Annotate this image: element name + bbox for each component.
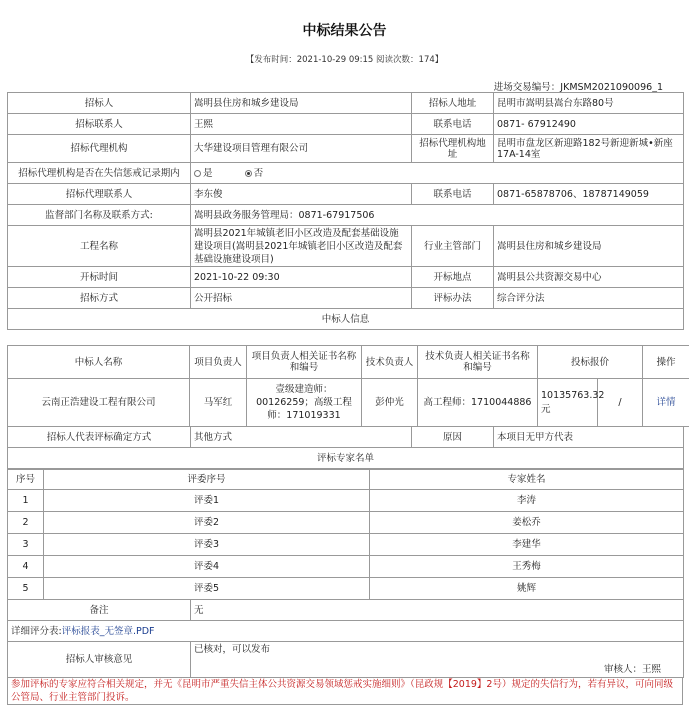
radio-no-label: 否: [253, 167, 264, 179]
table-row: [8, 448, 684, 469]
reviewer-label: 审核人：: [603, 664, 642, 675]
agency-addr-label: 招标代理机构地址: [412, 135, 494, 163]
open-time-label: 开标时间: [8, 267, 191, 288]
publish-time: 2021-10-29 09:15: [296, 55, 374, 65]
reviewer: [604, 664, 661, 675]
table-row: [8, 114, 684, 135]
expert-no: 5: [8, 578, 44, 600]
agency-addr-value: 昆明市盘龙区新迎路182号新迎新城•新座17A-14室: [494, 135, 684, 163]
tenderer-value: 嵩明县住房和城乡建设局: [191, 93, 412, 114]
agency-label: 招标代理机构: [8, 135, 191, 163]
radio-yes-label: 是: [203, 167, 213, 179]
col-no: 序号: [8, 470, 44, 490]
expert-name: 李涛: [370, 490, 684, 512]
experts-section-title: 评标专家名单: [8, 448, 684, 469]
open-time-value: 2021-10-22 09:30: [191, 267, 412, 288]
agency-phone-value: 0871-65878706、18787149059: [494, 184, 684, 205]
tenderer-addr-value: 昆明市嵩明县嵩台东路80号: [494, 93, 684, 114]
reason-value: 本项目无甲方代表: [494, 427, 684, 448]
table-row: [8, 534, 684, 556]
radio-no[interactable]: [245, 170, 252, 177]
winner-pm-cert: 壹级建造师：00126259；高级工程师：171019331: [247, 379, 362, 427]
tenderer-contact-label: 招标联系人: [8, 114, 191, 135]
winner-price-slash: /: [618, 397, 622, 408]
table-row: [8, 512, 684, 534]
footer-table: [7, 599, 684, 678]
table-row: [8, 309, 684, 330]
table-row: [8, 135, 684, 163]
eval-method-value: 综合评分法: [494, 288, 684, 309]
expert-no: 1: [8, 490, 44, 512]
expert-name: 姜松乔: [370, 512, 684, 534]
col-tech-cert: 技术负责人相关证书名称和编号: [418, 346, 538, 379]
winner-name: 云南正浩建设工程有限公司: [8, 379, 190, 427]
col-expert-name: 专家姓名: [370, 470, 684, 490]
table-row: [8, 578, 684, 600]
col-pm-cert: 项目负责人相关证书名称和编号: [247, 346, 362, 379]
agency-contact-label: 招标代理联系人: [8, 184, 191, 205]
phone-label: 联系电话: [412, 114, 494, 135]
tenderer-contact-value: 王熙: [191, 114, 412, 135]
col-pm: 项目负责人: [190, 346, 247, 379]
winner-price-cell: [538, 379, 643, 427]
expert-seat: 评委2: [44, 512, 370, 534]
confirm-value: 其他方式: [191, 427, 412, 448]
col-winner-name: 中标人名称: [8, 346, 190, 379]
table-row: [8, 556, 684, 578]
project-code: [494, 79, 663, 93]
detail-file-label: 详细评分表:: [11, 625, 62, 637]
expert-name: 李建华: [370, 534, 684, 556]
reason-label: 原因: [412, 427, 494, 448]
col-seat: 评委序号: [44, 470, 370, 490]
winner-tech: 彭仲光: [362, 379, 418, 427]
review-opinion: 已核对，可以发布: [194, 644, 271, 655]
table-header-row: [8, 346, 689, 379]
winner-pm: 马军红: [190, 379, 247, 427]
col-action: 操作: [643, 346, 689, 379]
supervisor-value: 嵩明县政务服务管理局：0871-67917506: [191, 205, 684, 226]
expert-seat: 评委1: [44, 490, 370, 512]
method-label: 招标方式: [8, 288, 191, 309]
table-row: [8, 163, 684, 184]
project-code-value: JKMSM2021090096_1: [560, 82, 663, 93]
expert-no: 3: [8, 534, 44, 556]
open-place-label: 开标地点: [412, 267, 494, 288]
method-value: 公开招标: [191, 288, 412, 309]
publish-label: 【发布时间：: [245, 55, 297, 65]
table-row: [8, 600, 684, 621]
supervisor-label: 监督部门名称及联系方式:: [8, 205, 191, 226]
views-count: 174: [418, 55, 435, 65]
agency-phone-label: 联系电话: [412, 184, 494, 205]
project-name-value: 嵩明县2021年城镇老旧小区改造及配套基础设施建设项目(嵩明县2021年城镇老旧小区改造及配套基础设施建设项目): [191, 226, 412, 267]
info-table: [7, 92, 684, 330]
table-row: [8, 184, 684, 205]
remarks-label: 备注: [8, 600, 191, 621]
expert-seat: 评委3: [44, 534, 370, 556]
publish-meta: [0, 53, 689, 65]
table-row: [8, 490, 684, 512]
project-name-label: 工程名称: [8, 226, 191, 267]
remarks-value: 无: [191, 600, 684, 621]
table-row: [8, 93, 684, 114]
col-price: 投标报价: [538, 346, 643, 379]
expert-name: 姚辉: [370, 578, 684, 600]
review-label: 招标人审核意见: [8, 642, 191, 678]
agency-contact-value: 李东俊: [191, 184, 412, 205]
review-cell: [191, 642, 684, 678]
agency-value: 大华建设项目管理有限公司: [191, 135, 412, 163]
table-row: [8, 205, 684, 226]
winner-table: [7, 345, 689, 427]
views-label: 阅读次数：: [376, 55, 419, 65]
industry-value: 嵩明县住房和城乡建设局: [494, 226, 684, 267]
table-row: [8, 379, 689, 427]
eval-method-label: 评标办法: [412, 288, 494, 309]
col-tech: 技术负责人: [362, 346, 418, 379]
expert-seat: 评委5: [44, 578, 370, 600]
reviewer-name: 王熙: [641, 664, 661, 675]
notice-text: 参加评标的专家应符合相关规定，并无《昆明市严重失信主体公共资源交易领域惩戒实施细则》（昆政规【2019】2号）规定的失信行为，若有异议，可向同级公管局、行业主管部门投诉。: [7, 677, 683, 705]
expert-seat: 评委4: [44, 556, 370, 578]
tenderer-addr-label: 招标人地址: [412, 93, 494, 114]
detail-file-link[interactable]: 评标报表_无签章.PDF: [61, 625, 155, 637]
table-row: [8, 288, 684, 309]
project-code-label: 进场交易编号：: [493, 82, 561, 93]
tenderer-label: 招标人: [8, 93, 191, 114]
expert-no: 4: [8, 556, 44, 578]
winner-section-title: 中标人信息: [8, 309, 684, 330]
table-row: [8, 267, 684, 288]
table-row: [8, 642, 684, 678]
expert-no: 2: [8, 512, 44, 534]
tenderer-phone-value: 0871- 67912490: [494, 114, 684, 135]
radio-yes[interactable]: [194, 170, 201, 177]
expert-name: 王秀梅: [370, 556, 684, 578]
table-header-row: [8, 470, 684, 490]
winner-price: 10135763.32元: [538, 379, 598, 426]
page-title: 中标结果公告: [302, 23, 387, 39]
winner-tech-cert: 高工程师：1710044886: [418, 379, 538, 427]
views-suffix: 】: [434, 55, 444, 65]
table-row: [8, 226, 684, 267]
detail-link[interactable]: 详情: [656, 397, 676, 408]
open-place-value: 嵩明县公共资源交易中心: [494, 267, 684, 288]
industry-label: 行业主管部门: [412, 226, 494, 267]
blacklist-options: [191, 163, 684, 184]
confirm-table: [7, 426, 684, 469]
detail-file-row: [8, 621, 684, 642]
blacklist-label: 招标代理机构是否在失信惩戒记录期内: [8, 163, 191, 184]
table-row: [8, 427, 684, 448]
confirm-label: 招标人代表评标确定方式: [8, 427, 191, 448]
table-row: [8, 621, 684, 642]
experts-table: [7, 469, 684, 600]
winner-action-cell: [643, 379, 689, 427]
